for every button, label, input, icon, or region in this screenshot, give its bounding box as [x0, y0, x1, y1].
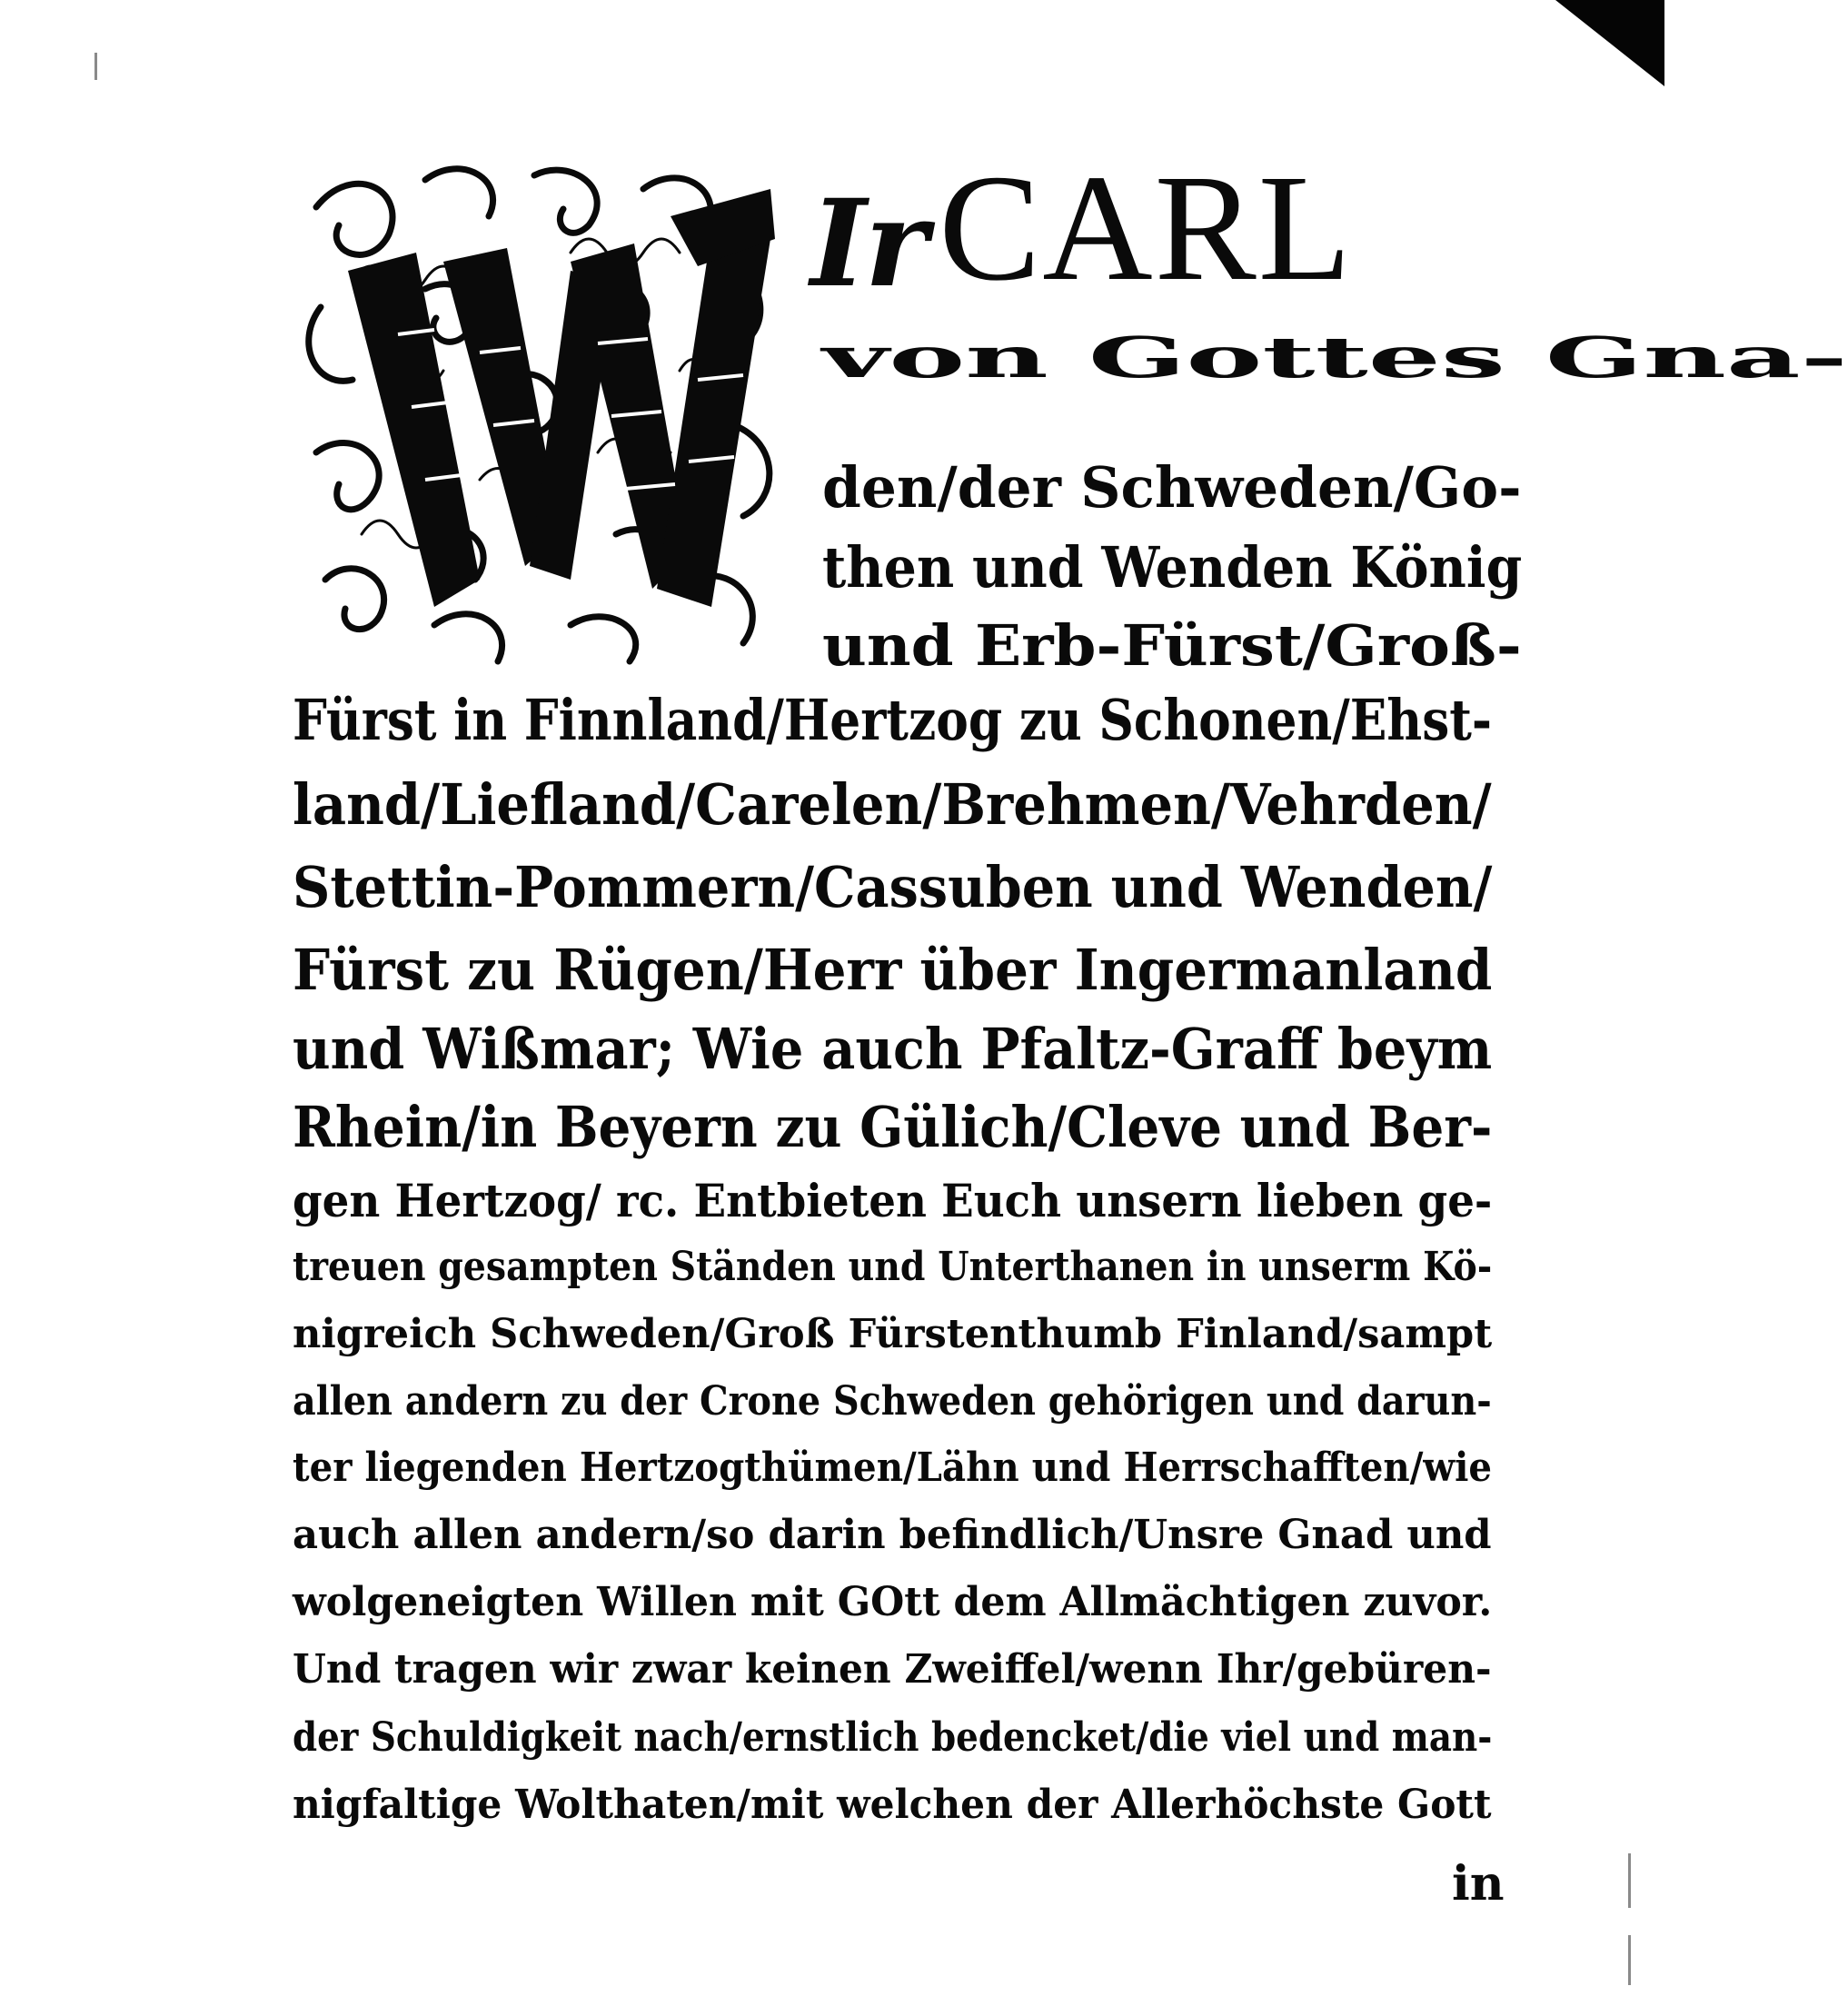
text-line: land/Liefland/Carelen/Brehmen/Vehrden/ [293, 771, 1492, 838]
text-line: then und Wenden König [822, 534, 1523, 601]
text-line: Fürst in Finnland/Hertzog zu Schonen/Ehst- [293, 687, 1493, 753]
text-line: treuen gesampten Ständen und Unterthanen in unserm Kö- [293, 1244, 1493, 1290]
text-line: Und tragen wir zwar keinen Zweiffel/wenn Ihr/gebüren- [293, 1646, 1492, 1693]
catchword: in [1452, 1856, 1505, 1912]
heading-title [810, 144, 1354, 314]
scan-edge-mark [1628, 1935, 1631, 1985]
text-line: den/der Schweden/Go- [822, 454, 1522, 521]
text-line: Rhein/in Beyern zu Gülich/Cleve und Ber- [293, 1094, 1493, 1160]
ornamental-initial-w [298, 153, 789, 680]
text-line: ter liegenden Hertzogthümen/Lähn und Herrschafften/wie [293, 1445, 1493, 1491]
heading-initial-continuation: Ir [810, 174, 927, 314]
scan-edge-mark [94, 53, 97, 80]
ornamental-initial-w-drawing [298, 153, 789, 680]
text-line: von Gottes Gna- [822, 324, 1848, 391]
text-line: allen andern zu der Crone Schweden gehörigen und darun- [293, 1378, 1492, 1425]
text-line: Fürst zu Rügen/Herr über Ingermanland [293, 937, 1493, 1003]
scan-corner-shadow [1555, 0, 1664, 86]
text-line: auch allen andern/so darin befindlich/Unsre Gnad und [293, 1512, 1492, 1558]
text-line: nigreich Schweden/Groß Fürstenthumb Finland/sampt [293, 1311, 1493, 1357]
text-line: gen Hertzog/ rc. Entbieten Euch unsern lieben ge- [293, 1174, 1493, 1227]
text-line: Stettin-Pommern/Cassuben und Wenden/ [293, 854, 1493, 920]
text-line: wolgeneigten Willen mit GOtt dem Allmächtigen zuvor. [293, 1579, 1493, 1625]
text-line: der Schuldigkeit nach/ernstlich bedencket/die viel und man- [293, 1714, 1493, 1761]
text-line: nigfaltige Wolthaten/mit welchen der Allerhöchste Gott [293, 1782, 1492, 1828]
heading-name: CARL [939, 144, 1354, 313]
text-line: und Wißmar; Wie auch Pfaltz-Graff beym [293, 1016, 1493, 1082]
text-line: und Erb-Fürst/Groß- [822, 612, 1522, 679]
scan-edge-mark [1628, 1853, 1631, 1908]
